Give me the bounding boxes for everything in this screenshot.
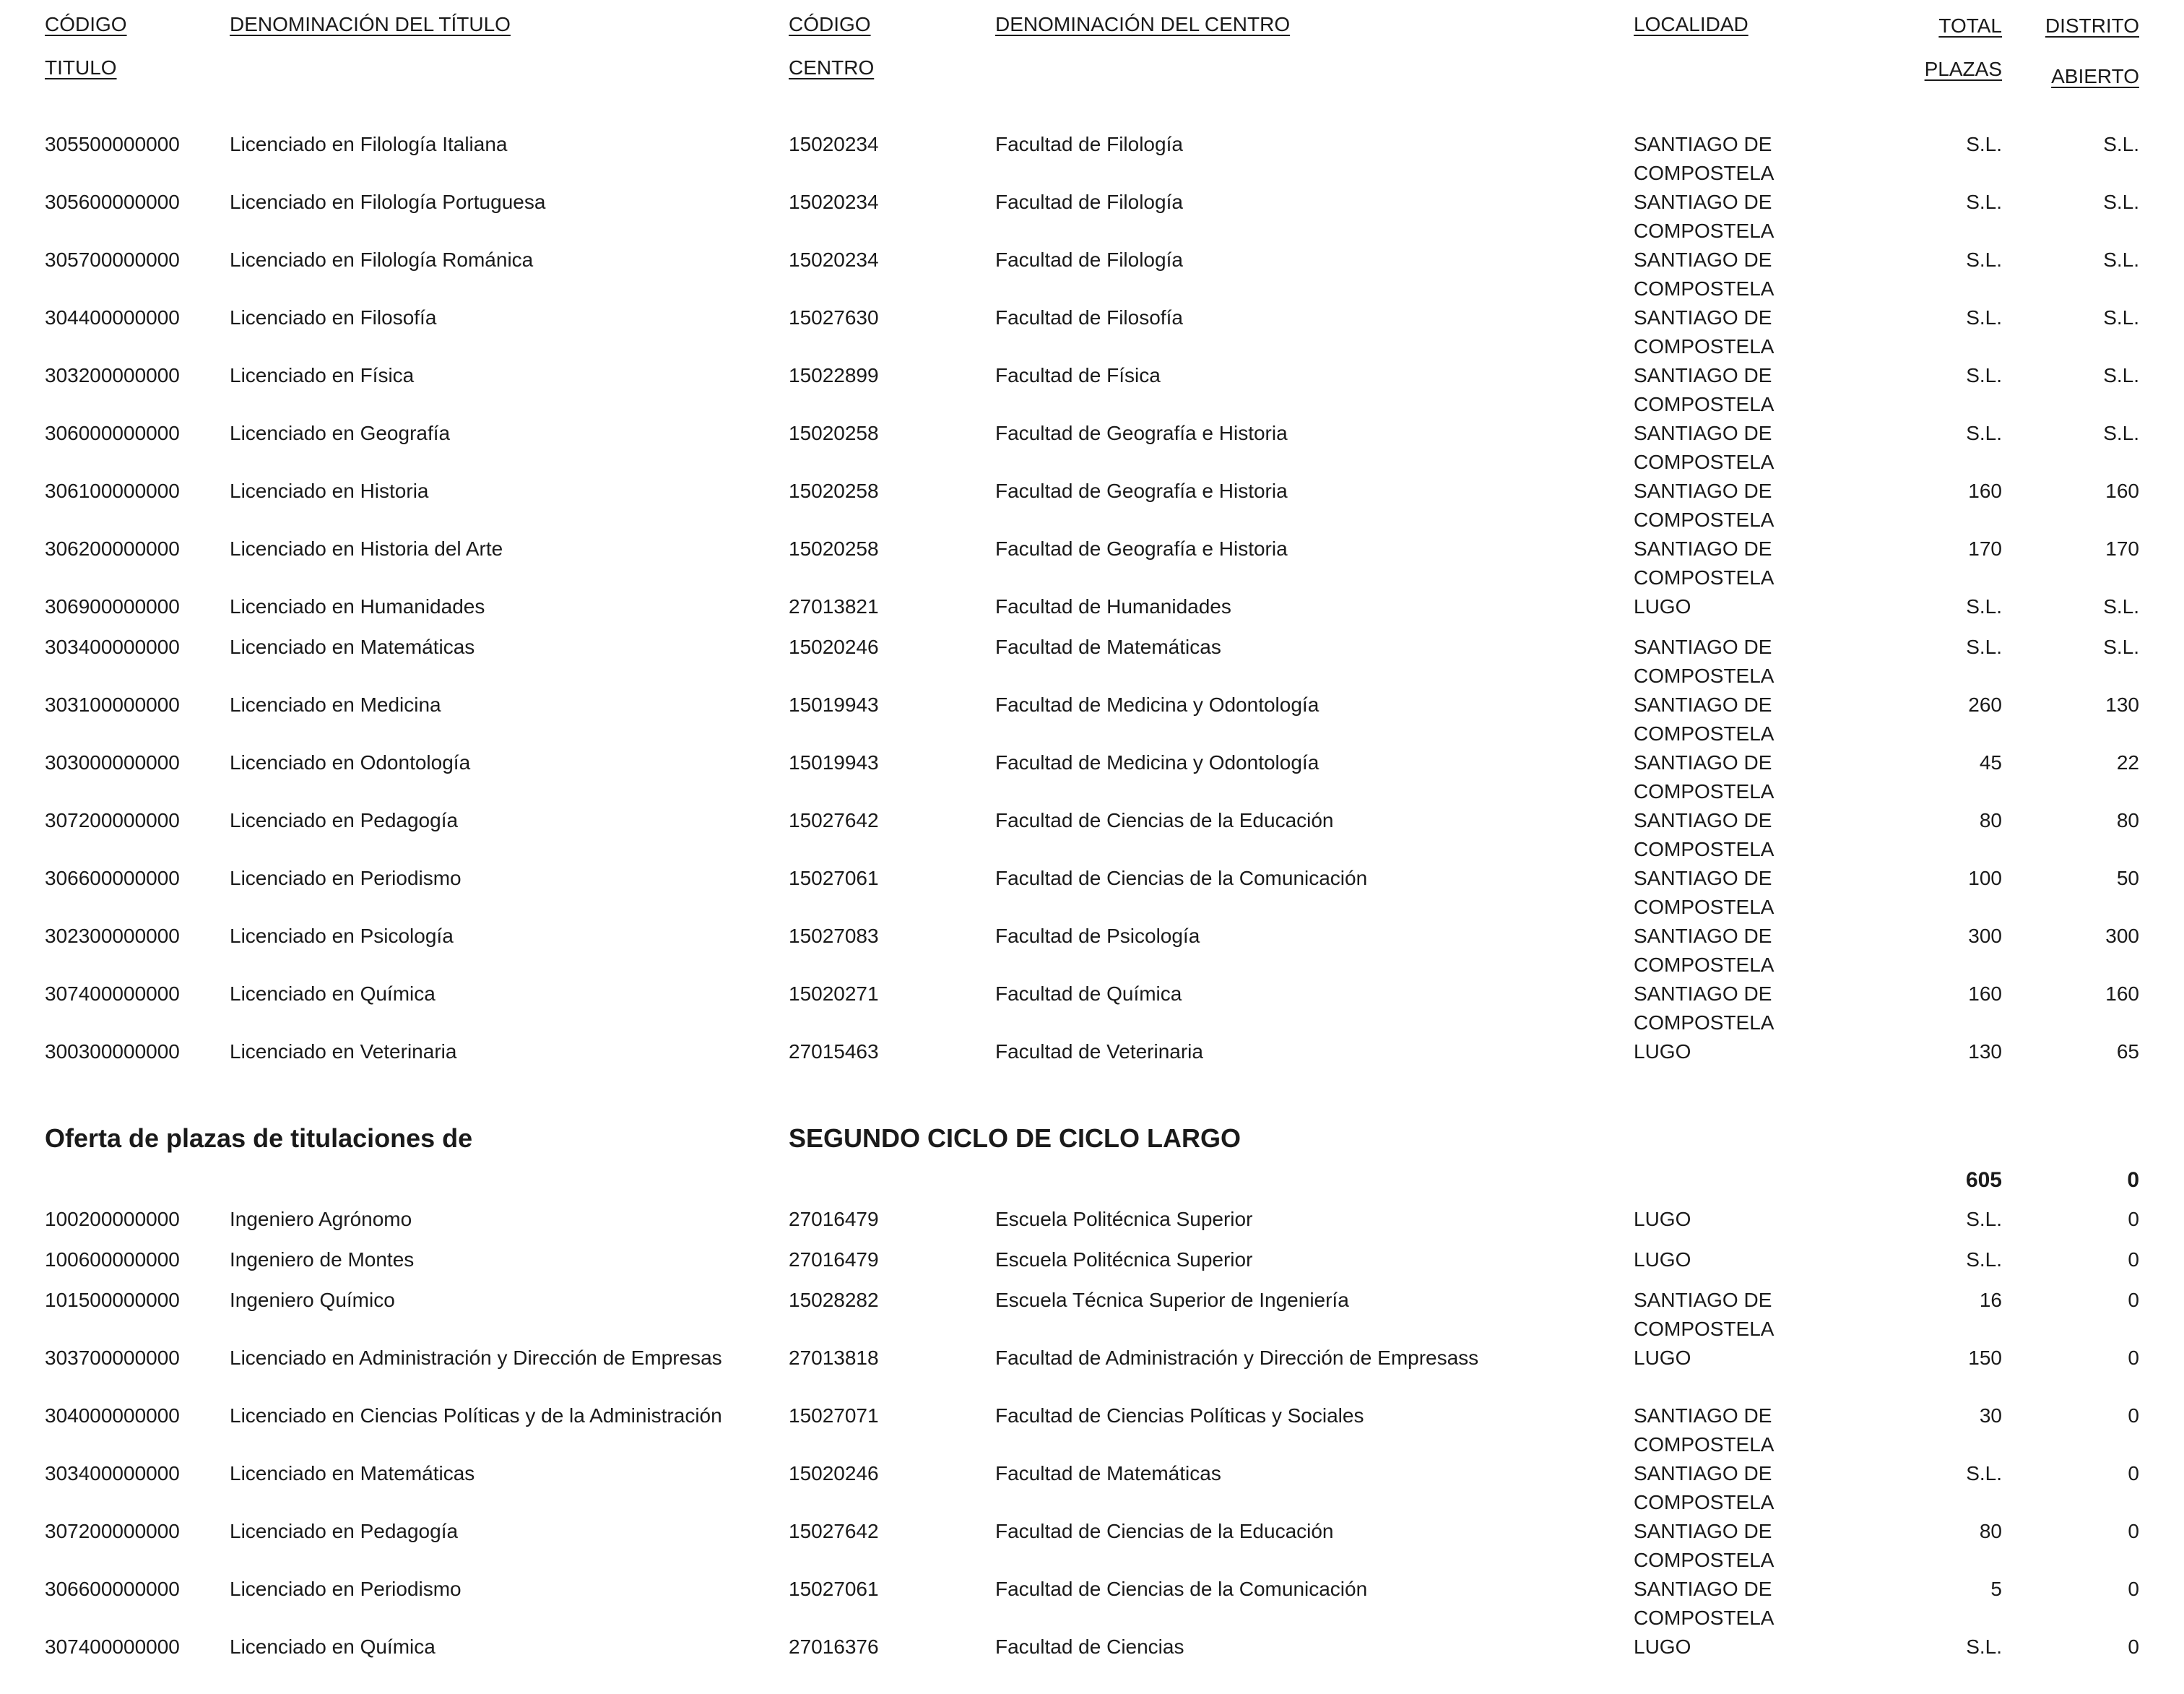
cell-codigo-centro: 27016376 (789, 1635, 879, 1658)
cell-codigo-centro: 15019943 (789, 751, 879, 774)
table-row (0, 535, 2184, 592)
cell-denominacion-titulo: Licenciado en Geografía (230, 422, 451, 444)
header-codigo-titulo-line2: TITULO (45, 56, 117, 79)
cell-codigo-titulo: 306200000000 (45, 537, 180, 560)
cell-localidad-line: LUGO (1634, 595, 1691, 618)
cell-total-plazas: 160 (1968, 480, 2002, 502)
cell-codigo-centro: 15027071 (789, 1404, 879, 1427)
cell-codigo-titulo: 305500000000 (45, 133, 180, 155)
cell-denominacion-centro: Facultad de Psicología (995, 925, 1200, 947)
table-row (0, 303, 2184, 361)
cell-total-plazas: S.L. (1966, 1248, 2002, 1271)
cell-codigo-titulo: 304000000000 (45, 1404, 180, 1427)
cell-total-plazas: 45 (1979, 751, 2002, 774)
cell-distrito-abierto: S.L. (2103, 306, 2139, 329)
cell-codigo-centro: 15028282 (789, 1289, 879, 1311)
cell-denominacion-centro: Facultad de Filología (995, 191, 1183, 213)
cell-localidad-line: SANTIAGO DE (1634, 306, 1772, 329)
cell-localidad-line: LUGO (1634, 1040, 1691, 1063)
cell-total-plazas: 150 (1968, 1347, 2002, 1369)
cell-codigo-titulo: 100200000000 (45, 1208, 180, 1230)
cell-distrito-abierto: 130 (2105, 693, 2139, 716)
cell-codigo-centro: 15020234 (789, 249, 879, 271)
cell-denominacion-titulo: Licenciado en Física (230, 364, 415, 386)
cell-localidad-line: COMPOSTELA (1634, 277, 1774, 300)
cell-denominacion-titulo: Ingeniero de Montes (230, 1248, 415, 1271)
cell-localidad-line: SANTIAGO DE (1634, 982, 1772, 1005)
cell-denominacion-centro: Facultad de Filosofía (995, 306, 1183, 329)
cell-distrito-abierto: 0 (2128, 1520, 2139, 1542)
cell-codigo-centro: 15022899 (789, 364, 879, 386)
cell-codigo-titulo: 303200000000 (45, 364, 180, 386)
cell-total-plazas: 170 (1968, 537, 2002, 560)
cell-denominacion-titulo: Licenciado en Historia (230, 480, 429, 502)
cell-total-plazas: 160 (1968, 982, 2002, 1005)
cell-codigo-centro: 15020234 (789, 133, 879, 155)
table-row (0, 806, 2184, 864)
cell-denominacion-centro: Facultad de Geografía e Historia (995, 537, 1288, 560)
cell-total-plazas: 130 (1968, 1040, 2002, 1063)
cell-denominacion-titulo: Licenciado en Filología Románica (230, 249, 534, 271)
table-row (0, 361, 2184, 419)
cell-localidad-line: COMPOSTELA (1634, 896, 1774, 918)
cell-localidad-line: SANTIAGO DE (1634, 925, 1772, 947)
cell-denominacion-titulo: Licenciado en Química (230, 1635, 436, 1658)
cell-total-plazas: S.L. (1966, 133, 2002, 155)
cell-localidad-line: LUGO (1634, 1347, 1691, 1369)
cell-localidad-line: LUGO (1634, 1248, 1691, 1271)
cell-denominacion-centro: Facultad de Medicina y Odontología (995, 693, 1320, 716)
cell-distrito-abierto: 0 (2128, 1404, 2139, 1427)
cell-denominacion-titulo: Licenciado en Periodismo (230, 1578, 462, 1600)
cell-distrito-abierto: 0 (2128, 1208, 2139, 1230)
cell-codigo-centro: 15020258 (789, 537, 879, 560)
cell-localidad-line: SANTIAGO DE (1634, 636, 1772, 658)
cell-denominacion-centro: Facultad de Química (995, 982, 1182, 1005)
cell-localidad-line: COMPOSTELA (1634, 393, 1774, 415)
cell-localidad-line: COMPOSTELA (1634, 451, 1774, 473)
cell-codigo-centro: 27013821 (789, 595, 879, 618)
table-row (0, 130, 2184, 188)
cell-denominacion-titulo: Licenciado en Filología Italiana (230, 133, 508, 155)
cell-denominacion-centro: Facultad de Humanidades (995, 595, 1231, 618)
cell-total-plazas: 100 (1968, 867, 2002, 889)
cell-distrito-abierto: S.L. (2103, 191, 2139, 213)
cell-distrito-abierto: 0 (2128, 1248, 2139, 1271)
table-row (0, 246, 2184, 303)
table-row (0, 1344, 2184, 1401)
cell-codigo-titulo: 305600000000 (45, 191, 180, 213)
cell-codigo-centro: 15027642 (789, 1520, 879, 1542)
cell-distrito-abierto: S.L. (2103, 636, 2139, 658)
cell-denominacion-titulo: Licenciado en Ciencias Políticas y de la Administración (230, 1404, 722, 1427)
cell-denominacion-titulo: Ingeniero Agrónomo (230, 1208, 412, 1230)
cell-localidad-line: COMPOSTELA (1634, 838, 1774, 860)
cell-denominacion-titulo: Licenciado en Humanidades (230, 595, 485, 618)
cell-total-plazas: S.L. (1966, 306, 2002, 329)
header-localidad: LOCALIDAD (1634, 13, 1748, 35)
cell-localidad-line: COMPOSTELA (1634, 722, 1774, 745)
cell-codigo-titulo: 306600000000 (45, 1578, 180, 1600)
cell-localidad-line: COMPOSTELA (1634, 665, 1774, 687)
cell-total-plazas: 260 (1968, 693, 2002, 716)
cell-localidad-line: SANTIAGO DE (1634, 1462, 1772, 1485)
cell-localidad-line: COMPOSTELA (1634, 1491, 1774, 1513)
cell-localidad-line: SANTIAGO DE (1634, 1404, 1772, 1427)
cell-distrito-abierto: 0 (2128, 1635, 2139, 1658)
cell-distrito-abierto: 80 (2116, 809, 2139, 831)
cell-distrito-abierto: 300 (2105, 925, 2139, 947)
cell-localidad-line: SANTIAGO DE (1634, 364, 1772, 386)
header-codigo-centro-line2: CENTRO (789, 56, 875, 79)
table-row (0, 691, 2184, 748)
cell-total-plazas: S.L. (1966, 1208, 2002, 1230)
cell-distrito-abierto: 0 (2128, 1289, 2139, 1311)
cell-codigo-centro: 15019943 (789, 693, 879, 716)
cell-codigo-titulo: 306100000000 (45, 480, 180, 502)
cell-codigo-titulo: 303100000000 (45, 693, 180, 716)
cell-distrito-abierto: 22 (2116, 751, 2139, 774)
cell-codigo-titulo: 303000000000 (45, 751, 180, 774)
header-total-plazas-line1: TOTAL (1938, 14, 2002, 37)
cell-localidad-line: COMPOSTELA (1634, 162, 1774, 184)
cell-denominacion-titulo: Licenciado en Periodismo (230, 867, 462, 889)
cell-denominacion-centro: Facultad de Ciencias (995, 1635, 1184, 1658)
cell-denominacion-centro: Escuela Politécnica Superior (995, 1248, 1253, 1271)
cell-codigo-titulo: 307400000000 (45, 1635, 180, 1658)
cell-denominacion-titulo: Licenciado en Química (230, 982, 436, 1005)
cell-codigo-titulo: 304400000000 (45, 306, 180, 329)
cell-codigo-centro: 15020246 (789, 1462, 879, 1485)
cell-denominacion-centro: Escuela Politécnica Superior (995, 1208, 1253, 1230)
cell-codigo-titulo: 303400000000 (45, 636, 180, 658)
cell-distrito-abierto: 50 (2116, 867, 2139, 889)
cell-denominacion-titulo: Licenciado en Matemáticas (230, 636, 475, 658)
cell-denominacion-titulo: Licenciado en Administración y Dirección de Empresas (230, 1347, 722, 1369)
cell-localidad-line: COMPOSTELA (1634, 1318, 1774, 1340)
cell-distrito-abierto: S.L. (2103, 422, 2139, 444)
cell-total-plazas: 30 (1979, 1404, 2002, 1427)
cell-total-plazas: S.L. (1966, 422, 2002, 444)
cell-denominacion-centro: Facultad de Ciencias Políticas y Sociales (995, 1404, 1364, 1427)
cell-total-plazas: S.L. (1966, 249, 2002, 271)
cell-codigo-titulo: 300300000000 (45, 1040, 180, 1063)
cell-localidad-line: SANTIAGO DE (1634, 867, 1772, 889)
cell-denominacion-titulo: Licenciado en Veterinaria (230, 1040, 457, 1063)
cell-denominacion-centro: Facultad de Medicina y Odontología (995, 751, 1320, 774)
cell-codigo-titulo: 307400000000 (45, 982, 180, 1005)
table-row (0, 1633, 2184, 1690)
cell-localidad-line: SANTIAGO DE (1634, 1578, 1772, 1600)
table-row (0, 1517, 2184, 1575)
cell-codigo-centro: 15020258 (789, 422, 879, 444)
table-row (0, 922, 2184, 980)
cell-localidad-line: COMPOSTELA (1634, 509, 1774, 531)
cell-localidad-line: SANTIAGO DE (1634, 809, 1772, 831)
cell-total-plazas: 80 (1979, 1520, 2002, 1542)
header-codigo-centro-line1: CÓDIGO (789, 13, 871, 35)
cell-denominacion-centro: Facultad de Filología (995, 133, 1183, 155)
cell-codigo-centro: 27016479 (789, 1208, 879, 1230)
table-row (0, 419, 2184, 477)
cell-codigo-titulo: 305700000000 (45, 249, 180, 271)
cell-codigo-centro: 15027083 (789, 925, 879, 947)
table-row (0, 1575, 2184, 1633)
cell-localidad-line: SANTIAGO DE (1634, 191, 1772, 213)
cell-denominacion-titulo: Licenciado en Historia del Arte (230, 537, 503, 560)
cell-distrito-abierto: 160 (2105, 480, 2139, 502)
cell-distrito-abierto: S.L. (2103, 133, 2139, 155)
cell-distrito-abierto: 160 (2105, 982, 2139, 1005)
cell-denominacion-titulo: Licenciado en Filología Portuguesa (230, 191, 546, 213)
cell-localidad-line: SANTIAGO DE (1634, 249, 1772, 271)
cell-localidad-line: SANTIAGO DE (1634, 480, 1772, 502)
cell-codigo-centro: 15027061 (789, 1578, 879, 1600)
cell-denominacion-centro: Facultad de Ciencias de la Educación (995, 809, 1334, 831)
cell-localidad-line: COMPOSTELA (1634, 780, 1774, 803)
header-distrito-abierto-line2: ABIERTO (2051, 65, 2139, 87)
cell-localidad-line: COMPOSTELA (1634, 954, 1774, 976)
table-row (0, 1459, 2184, 1517)
cell-localidad-line: SANTIAGO DE (1634, 133, 1772, 155)
cell-codigo-titulo: 100600000000 (45, 1248, 180, 1271)
cell-codigo-centro: 15027630 (789, 306, 879, 329)
cell-total-plazas: 80 (1979, 809, 2002, 831)
cell-localidad-line: SANTIAGO DE (1634, 693, 1772, 716)
cell-localidad-line: LUGO (1634, 1208, 1691, 1230)
section-total-distrito: 0 (2127, 1168, 2139, 1192)
cell-denominacion-centro: Facultad de Ciencias de la Educación (995, 1520, 1334, 1542)
cell-codigo-titulo: 306900000000 (45, 595, 180, 618)
header-distrito-abierto-line1: DISTRITO (2045, 14, 2139, 37)
cell-total-plazas: S.L. (1966, 1635, 2002, 1658)
cell-denominacion-centro: Facultad de Geografía e Historia (995, 480, 1288, 502)
cell-localidad-line: SANTIAGO DE (1634, 1520, 1772, 1542)
cell-denominacion-centro: Facultad de Veterinaria (995, 1040, 1203, 1063)
cell-denominacion-titulo: Licenciado en Pedagogía (230, 809, 459, 831)
cell-codigo-centro: 27013818 (789, 1347, 879, 1369)
cell-denominacion-centro: Facultad de Física (995, 364, 1161, 386)
cell-localidad-line: COMPOSTELA (1634, 566, 1774, 589)
cell-denominacion-centro: Facultad de Filología (995, 249, 1183, 271)
table-row (0, 748, 2184, 806)
cell-localidad-line: COMPOSTELA (1634, 1607, 1774, 1629)
cell-denominacion-titulo: Ingeniero Químico (230, 1289, 395, 1311)
table-row (0, 633, 2184, 691)
cell-codigo-centro: 15020234 (789, 191, 879, 213)
section-total-plazas: 605 (1965, 1168, 2002, 1192)
cell-total-plazas: S.L. (1966, 636, 2002, 658)
section-title-left: Oferta de plazas de titulaciones de (45, 1123, 473, 1153)
header-denominacion-centro: DENOMINACIÓN DEL CENTRO (995, 13, 1291, 35)
cell-localidad-line: COMPOSTELA (1634, 1433, 1774, 1456)
cell-codigo-titulo: 306000000000 (45, 422, 180, 444)
cell-distrito-abierto: S.L. (2103, 595, 2139, 618)
cell-codigo-centro: 27016479 (789, 1248, 879, 1271)
cell-denominacion-titulo: Licenciado en Filosofía (230, 306, 437, 329)
cell-denominacion-titulo: Licenciado en Odontología (230, 751, 471, 774)
cell-localidad-line: LUGO (1634, 1635, 1691, 1658)
cell-codigo-centro: 15027642 (789, 809, 879, 831)
cell-codigo-centro: 15020271 (789, 982, 879, 1005)
cell-codigo-titulo: 303400000000 (45, 1462, 180, 1485)
cell-denominacion-centro: Facultad de Matemáticas (995, 1462, 1221, 1485)
cell-localidad-line: SANTIAGO DE (1634, 751, 1772, 774)
cell-distrito-abierto: S.L. (2103, 249, 2139, 271)
cell-localidad-line: COMPOSTELA (1634, 1011, 1774, 1034)
cell-denominacion-centro: Facultad de Matemáticas (995, 636, 1221, 658)
cell-localidad-line: COMPOSTELA (1634, 1549, 1774, 1571)
cell-localidad-line: SANTIAGO DE (1634, 537, 1772, 560)
header-total-plazas-line2: PLAZAS (1924, 58, 2002, 80)
cell-denominacion-titulo: Licenciado en Medicina (230, 693, 441, 716)
cell-denominacion-centro: Facultad de Geografía e Historia (995, 422, 1288, 444)
cell-codigo-centro: 27015463 (789, 1040, 879, 1063)
table-row (0, 1401, 2184, 1459)
cell-distrito-abierto: 0 (2128, 1578, 2139, 1600)
table-row (0, 188, 2184, 246)
header-denominacion-titulo: DENOMINACIÓN DEL TÍTULO (230, 13, 511, 35)
cell-total-plazas: S.L. (1966, 595, 2002, 618)
table-row (0, 1286, 2184, 1344)
cell-denominacion-titulo: Licenciado en Psicología (230, 925, 454, 947)
cell-denominacion-titulo: Licenciado en Pedagogía (230, 1520, 459, 1542)
cell-total-plazas: 16 (1979, 1289, 2002, 1311)
cell-total-plazas: S.L. (1966, 1462, 2002, 1485)
cell-codigo-centro: 15027061 (789, 867, 879, 889)
cell-codigo-titulo: 307200000000 (45, 809, 180, 831)
section-title-right: SEGUNDO CICLO DE CICLO LARGO (789, 1123, 1242, 1153)
cell-denominacion-centro: Facultad de Ciencias de la Comunicación (995, 1578, 1368, 1600)
cell-codigo-titulo: 101500000000 (45, 1289, 180, 1311)
cell-localidad-line: COMPOSTELA (1634, 335, 1774, 358)
cell-denominacion-centro: Facultad de Administración y Dirección de Empresass (995, 1347, 1479, 1369)
cell-codigo-titulo: 303700000000 (45, 1347, 180, 1369)
table-row (0, 477, 2184, 535)
cell-denominacion-centro: Facultad de Ciencias de la Comunicación (995, 867, 1368, 889)
cell-total-plazas: S.L. (1966, 364, 2002, 386)
cell-distrito-abierto: S.L. (2103, 364, 2139, 386)
cell-distrito-abierto: 0 (2128, 1462, 2139, 1485)
cell-localidad-line: SANTIAGO DE (1634, 422, 1772, 444)
cell-total-plazas: S.L. (1966, 191, 2002, 213)
table-row (0, 1037, 2184, 1095)
cell-localidad-line: COMPOSTELA (1634, 220, 1774, 242)
table-row (0, 980, 2184, 1037)
cell-distrito-abierto: 170 (2105, 537, 2139, 560)
cell-distrito-abierto: 65 (2116, 1040, 2139, 1063)
cell-distrito-abierto: 0 (2128, 1347, 2139, 1369)
cell-codigo-centro: 15020246 (789, 636, 879, 658)
cell-total-plazas: 300 (1968, 925, 2002, 947)
cell-codigo-titulo: 307200000000 (45, 1520, 180, 1542)
cell-codigo-titulo: 302300000000 (45, 925, 180, 947)
cell-denominacion-centro: Escuela Técnica Superior de Ingeniería (995, 1289, 1349, 1311)
cell-codigo-centro: 15020258 (789, 480, 879, 502)
header-codigo-titulo-line1: CÓDIGO (45, 13, 127, 35)
cell-localidad-line: SANTIAGO DE (1634, 1289, 1772, 1311)
table-row (0, 864, 2184, 922)
cell-denominacion-titulo: Licenciado en Matemáticas (230, 1462, 475, 1485)
cell-codigo-titulo: 306600000000 (45, 867, 180, 889)
cell-total-plazas: 5 (1990, 1578, 2002, 1600)
